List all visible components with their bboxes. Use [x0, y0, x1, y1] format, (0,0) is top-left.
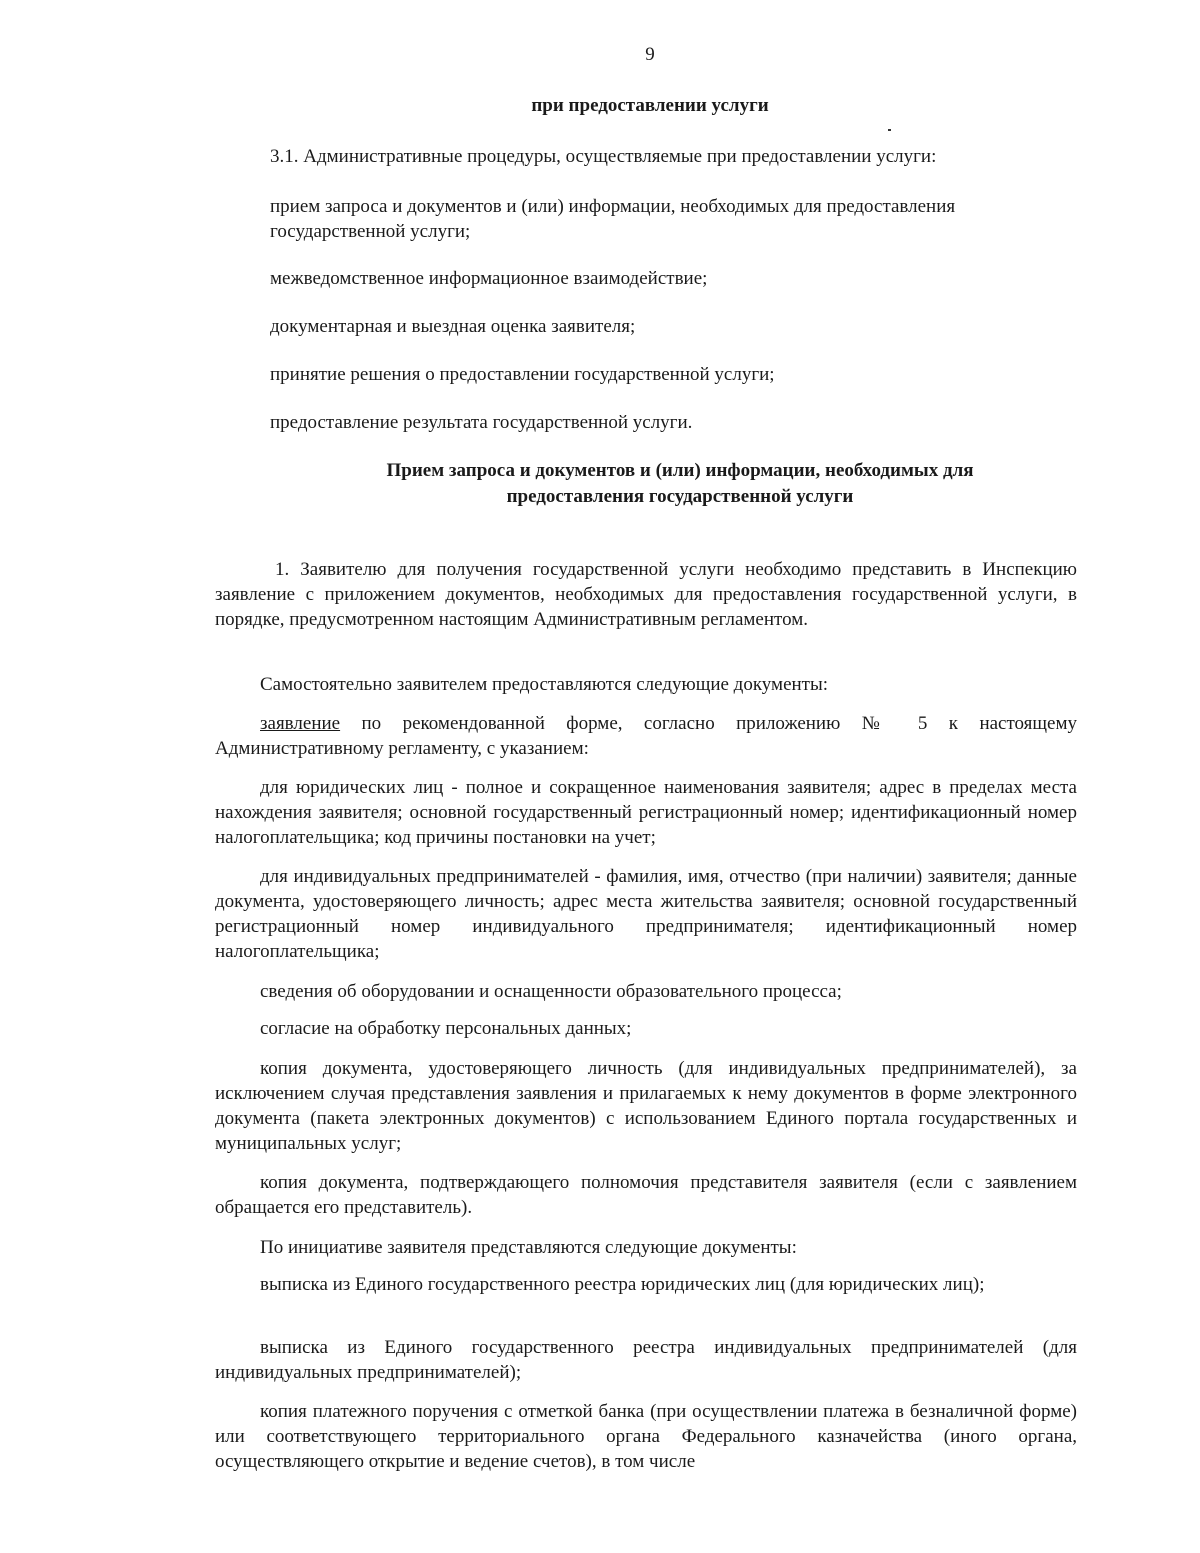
body-paragraph: копия платежного поручения с отметкой банка (при осуществлении платежа в безналичной форме) или соответствующего территориального органа Федерального казначейства (иного органа, осуществляющего открытие и ведение счетов), в том числе [215, 1401, 1077, 1472]
body-paragraph: согласие на обработку персональных данных; [260, 1018, 632, 1039]
body-paragraph: для юридических лиц - полное и сокращенное наименования заявителя; адрес в пределах места нахождения заявителя; основной государственный регистрационный номер; идентификационный номер налогоплательщика; код причины постановки на учет; [215, 777, 1077, 848]
section-heading-line: Прием запроса и документов и (или) информации, необходимых для [386, 460, 974, 481]
paragraph-text: по рекомендованной форме, согласно приложению № 5 к настоящему Административному регламенту, с указанием: [215, 713, 1077, 759]
body-paragraph: копия документа, подтверждающего полномочия представителя заявителя (если с заявлением обращается его представитель). [215, 1172, 1077, 1218]
section-heading-line: предоставления государственной услуги [506, 486, 854, 507]
body-paragraph: выписка из Единого государственного реестра юридических лиц (для юридических лиц); [260, 1274, 985, 1295]
underlined-term: заявление [260, 713, 341, 734]
body-paragraph: сведения об оборудовании и оснащенности образовательного процесса; [260, 981, 842, 1002]
section-heading [260, 458, 1100, 510]
procedure-item: предоставление результата государственной услуги. [270, 412, 693, 433]
procedure-item: межведомственное информационное взаимодействие; [270, 268, 708, 289]
body-paragraph: Самостоятельно заявителем предоставляются следующие документы: [260, 674, 829, 695]
scan-speck [888, 129, 891, 131]
body-paragraph: выписка из Единого государственного реестра индивидуальных предпринимателей (для индивидуальных предпринимателей); [215, 1337, 1077, 1383]
top-heading: при предоставлении услуги [531, 95, 769, 116]
section-intro: 3.1. Административные процедуры, осуществляемые при предоставлении услуги: [270, 146, 937, 167]
procedure-item: принятие решения о предоставлении государственной услуги; [270, 364, 775, 385]
body-paragraph: для индивидуальных предпринимателей - фамилия, имя, отчество (при наличии) заявителя; данные документа, удостоверяющего личность; адрес места жительства заявителя; основной государственный регистрационный номер индивидуального предпринимателя; идентификационный номер налогоплательщика; [215, 866, 1077, 962]
procedure-item: прием запроса и документов и (или) информации, необходимых для предоставления государственной услуги; [270, 196, 956, 242]
procedure-item: документарная и выездная оценка заявителя; [270, 316, 636, 337]
body-paragraph [215, 711, 1077, 761]
body-paragraph: копия документа, удостоверяющего личность (для индивидуальных предпринимателей), за исключением случая представления заявления и прилагаемых к нему документов в форме электронного документа (пакета электронных документов) с использованием Единого портала государственных и муниципальных услуг; [215, 1058, 1077, 1154]
page-number: 9 [645, 44, 655, 65]
body-paragraph: По инициативе заявителя представляются следующие документы: [260, 1237, 797, 1258]
body-paragraph: 1. Заявителю для получения государственной услуги необходимо представить в Инспекцию заявление с приложением документов, необходимых для предоставления государственной услуги, в порядке, предусмотренном настоящим Административным регламентом. [215, 559, 1077, 630]
